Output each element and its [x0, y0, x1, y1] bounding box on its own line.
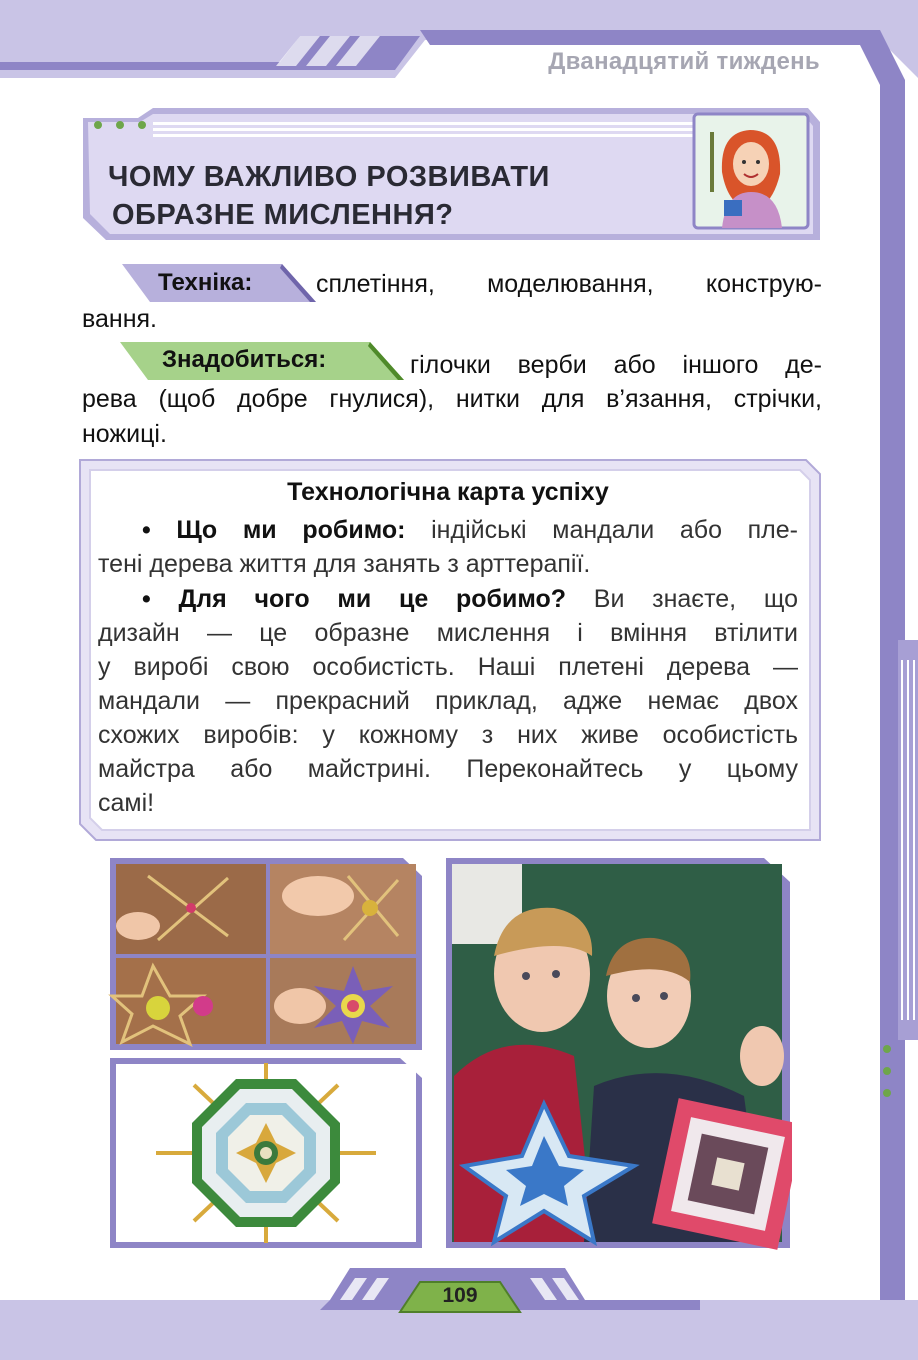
card-q2-label: • Для чого ми це робимо? — [142, 585, 567, 613]
technique-label: Техніка: — [158, 269, 253, 296]
card-line: у виробі свою особистість. Наші плетені дерева — — [98, 653, 798, 681]
card-q1-line1 — [98, 513, 798, 547]
title-line-2: ОБРАЗНЕ МИСЛЕННЯ? — [112, 199, 454, 231]
card-line: самі! — [98, 789, 155, 817]
week-header: Дванадцятий тиждень — [548, 48, 820, 75]
card-q1-label: • Що ми робимо: — [142, 516, 406, 544]
page-number: 109 — [442, 1284, 478, 1307]
card-q1-line2: тені дерева життя для занять з арттерапії. — [98, 550, 591, 578]
teacher-illustration — [692, 112, 810, 230]
technique-text-2: вання. — [82, 305, 157, 333]
materials-text-3: ножиці. — [82, 420, 167, 448]
card-q1-text: індійські мандали або пле- — [431, 516, 799, 544]
title-line-1: ЧОМУ ВАЖЛИВО РОЗВИВАТИ — [108, 161, 550, 193]
mandala-photo — [108, 1056, 424, 1250]
card-q2-text: Ви знаєте, що — [593, 585, 799, 613]
card-line: мандали — прекрасний приклад, адже немає двох — [98, 687, 798, 715]
materials-label: Знадобиться: — [162, 346, 327, 373]
decor-dots — [878, 1040, 896, 1104]
materials-text-2: рева (щоб добре гнулися), нитки для в’язання, стрічки, — [82, 385, 822, 413]
card-line: майстра або майстрині. Переконайтесь у цьому — [98, 755, 798, 783]
page-title — [108, 158, 550, 234]
materials-text-1: гілочки верби або іншого де- — [410, 351, 822, 379]
steps-photo — [108, 856, 424, 1052]
boys-photo — [444, 856, 792, 1250]
technique-text-1: сплетіння, моделювання, конструю- — [316, 270, 822, 298]
card-q2-line1 — [98, 582, 798, 616]
card-line: схожих виробів: у кожному з них живе особистість — [98, 721, 798, 749]
card-line: дизайн — це образне мислення і вміння втілити — [98, 619, 798, 647]
card-title: Технологічна карта успіху — [287, 478, 609, 506]
